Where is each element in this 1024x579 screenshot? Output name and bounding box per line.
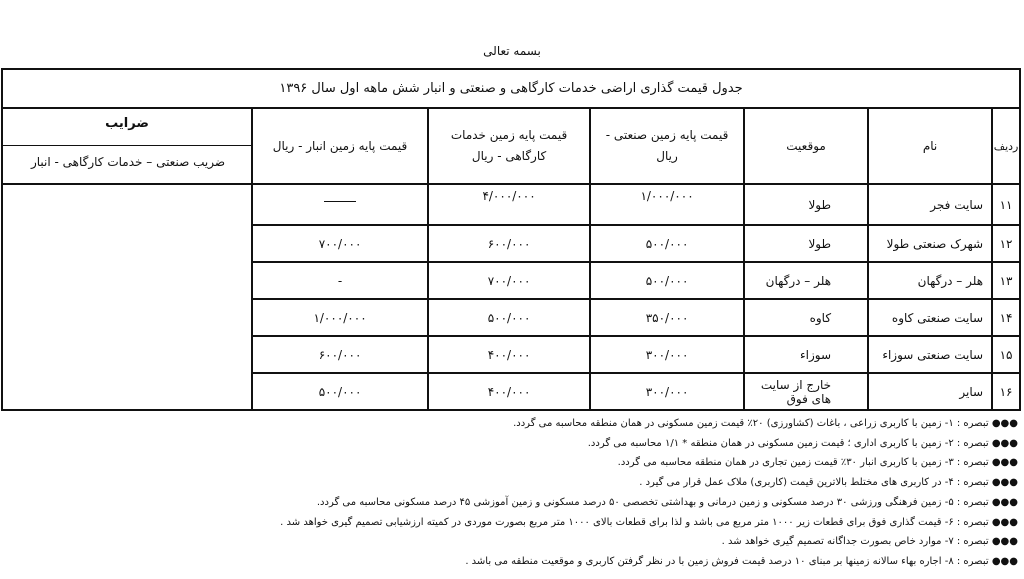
row-warehouse: ۵۰۰/۰۰۰ — [252, 373, 428, 410]
notes-list — [6, 414, 1018, 572]
row-idx: ۱۶ — [992, 373, 1020, 410]
coef-subtitle: ضریب صنعتی – خدمات کارگاهی - انبار — [30, 155, 226, 169]
col-header-services-line1: قیمت پایه زمین خدمات — [450, 128, 568, 142]
row-name: شهرک صنعتی طولا — [868, 225, 992, 262]
note-3: ●●● تبصره : ۳- زمین با کاربری انبار ۳۰٪ قیمت زمین تجاری در همان منطقه محاسبه می گردد. — [617, 457, 1018, 469]
row-warehouse: ۱/۰۰۰/۰۰۰ — [252, 299, 428, 336]
col-header-warehouse: قیمت پایه زمین انبار - ریال — [252, 108, 428, 184]
row-idx: ۱۴ — [992, 299, 1020, 336]
row-location: طولا — [744, 225, 868, 262]
col-header-industrial-line2: ریال — [656, 149, 678, 163]
row-services: ۴/۰۰۰/۰۰۰ — [428, 184, 590, 225]
row-idx: ۱۵ — [992, 336, 1020, 373]
price-table — [1, 68, 1021, 411]
note-6: ●●● تبصره : ۶- قیمت گذاری فوق برای قطعات زیر ۱۰۰۰ متر مربع می باشد و لذا برای قطعات بالای ۱۰۰۰ متر مربع بصورت موردی در کمیته ارزشیابی تصمیم گیری خواهد شد . — [280, 516, 1018, 528]
coef-cell — [2, 184, 252, 410]
row-location: خارج از سایت های فوق — [744, 373, 868, 410]
row-industrial: ۳۵۰/۰۰۰ — [590, 299, 744, 336]
col-header-coefficients — [2, 108, 252, 184]
row-industrial: ۳۰۰/۰۰۰ — [590, 373, 744, 410]
row-idx: ۱۲ — [992, 225, 1020, 262]
note-8: ●●● تبصره : ۸- اجاره بهاء سالانه زمینها بر مبنای ۱۰ درصد قیمت فروش زمین با در نظر گرفتن کاربری و موقعیت منطقه می باشد . — [465, 555, 1018, 567]
row-name: سایت فجر — [868, 184, 992, 225]
empty-dash — [324, 201, 356, 202]
col-header-services — [428, 108, 590, 184]
row-services: ۶۰۰/۰۰۰ — [428, 225, 590, 262]
row-warehouse: - — [252, 262, 428, 299]
row-warehouse — [252, 184, 428, 225]
row-industrial: ۱/۰۰۰/۰۰۰ — [590, 184, 744, 225]
note-4: ●●● تبصره : ۴- در کاربری های مختلط بالاترین قیمت (کاربری) ملاک عمل قرار می گیرد . — [639, 477, 1018, 489]
row-services: ۷۰۰/۰۰۰ — [428, 262, 590, 299]
row-warehouse: ۶۰۰/۰۰۰ — [252, 336, 428, 373]
row-idx: ۱۱ — [992, 184, 1020, 225]
table-title: جدول قیمت گذاری اراضی خدمات کارگاهی و صنعتی و انبار شش ماهه اول سال ۱۳۹۶ — [2, 69, 1020, 108]
row-location: طولا — [744, 184, 868, 225]
col-header-location: موقعیت — [744, 108, 868, 184]
note-5: ●●● تبصره : ۵- زمین فرهنگی ورزشی ۳۰ درصد مسکونی و زمین درمانی و بهداشتی تخصصی ۵۰ درصد مسکونی و زمین آموزشی ۴۵ درصد مسکونی محاسبه می گردد. — [316, 496, 1018, 508]
col-header-name: نام — [868, 108, 992, 184]
row-services: ۴۰۰/۰۰۰ — [428, 336, 590, 373]
col-header-industrial — [590, 108, 744, 184]
row-services: ۴۰۰/۰۰۰ — [428, 373, 590, 410]
row-name: سایت صنعتی سوزاء — [868, 336, 992, 373]
col-header-services-line2: کارگاهی - ریال — [471, 149, 547, 163]
row-industrial: ۵۰۰/۰۰۰ — [590, 225, 744, 262]
note-2: ●●● تبصره : ۲- زمین با کاربری اداری ؛ قیمت زمین مسکونی در همان منطقه * ۱/۱ محاسبه می گردد. — [587, 437, 1018, 449]
bismillah-heading: بسمه تعالی — [483, 44, 541, 58]
row-services: ۵۰۰/۰۰۰ — [428, 299, 590, 336]
row-name: هلر – درگهان — [868, 262, 992, 299]
row-industrial: ۳۰۰/۰۰۰ — [590, 336, 744, 373]
row-name: سایر — [868, 373, 992, 410]
row-industrial: ۵۰۰/۰۰۰ — [590, 262, 744, 299]
row-location: هلر – درگهان — [744, 262, 868, 299]
row-warehouse: ۷۰۰/۰۰۰ — [252, 225, 428, 262]
row-name: سایت صنعتی کاوه — [868, 299, 992, 336]
coef-title: ضرایب — [3, 109, 251, 146]
note-7: ●●● تبصره : ۷- موارد خاص بصورت جداگانه تصمیم گیری خواهد شد . — [721, 536, 1018, 548]
col-header-idx: ردیف — [992, 108, 1020, 184]
col-header-industrial-line1: قیمت پایه زمین صنعتی - — [605, 128, 729, 142]
row-idx: ۱۳ — [992, 262, 1020, 299]
row-location: سوزاء — [744, 336, 868, 373]
table-row — [2, 184, 1020, 225]
row-location: کاوه — [744, 299, 868, 336]
note-1: ●●● تبصره : ۱- زمین با کاربری زراعی ، باغات (کشاورزی) ۲۰٪ قیمت زمین مسکونی در همان منطقه محاسبه می گردد. — [513, 418, 1018, 429]
